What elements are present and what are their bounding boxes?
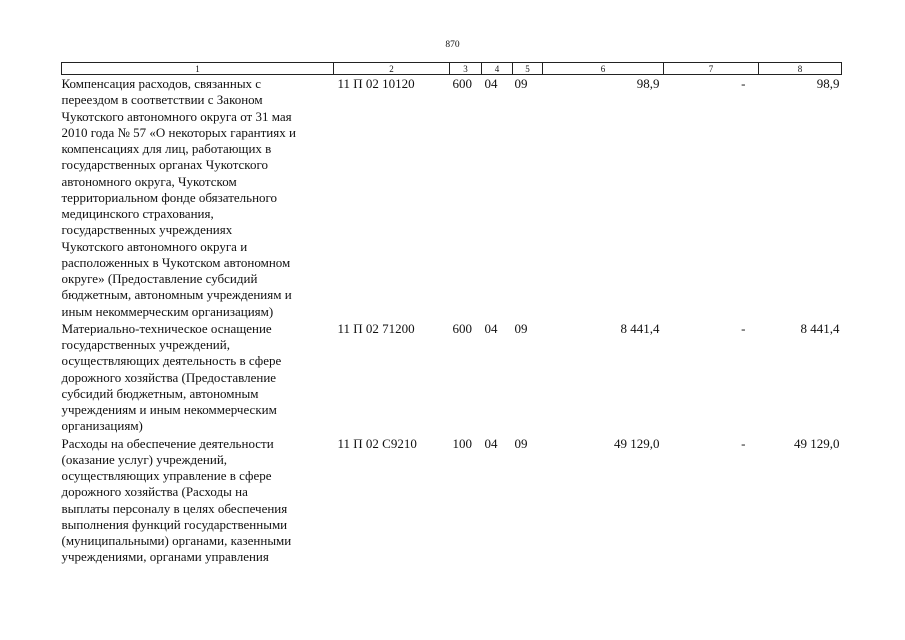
row-col7: - (741, 435, 746, 451)
table-row (62, 75, 842, 320)
row-code: 11 П 02 71200 (337, 320, 415, 336)
row-col6: 98,9 (636, 76, 660, 91)
column-number: 5 (513, 63, 543, 75)
row-description: Материально-техническое оснащение государственных учреждений, осуществляющих деятельность в сфере дорожного хозяйства (Предоставление субсидий бюджетным, автономным учреждениям и иным некоммерческим организациям) (61, 320, 282, 434)
row-col6: 49 129,0 (614, 435, 660, 451)
column-number-header (62, 63, 842, 75)
row-col4: 04 (484, 76, 498, 91)
row-col8: 49 129,0 (794, 435, 840, 451)
row-description: Расходы на обеспечение деятельности (оказание услуг) учреждений, осуществляющих управление в сфере дорожного хозяйства (Расходы на выплаты персоналу в целях обеспечения выполнения функций государственными (муниципальными) органами, казенными учреждениями, органами управления (61, 435, 292, 565)
row-col3: 100 (452, 435, 472, 451)
row-description: Компенсация расходов, связанных с переездом в соответствии с Законом Чукотского автономного округа от 31 мая 2010 года № 57 «О некоторых гарантиях и компенсациях для лиц, работающих в государственных органах Чукотского автономного округа, Чукотском территориальном фонде обязательного медицинского страхования, государственных учреждениях Чукотского автономного округа и расположенных в Чукотском автономном округе» (Предоставление субсидий бюджетным, автономным учреждениям и иным некоммерческим организациям) (61, 76, 296, 319)
row-code: 11 П 02 С9210 (337, 435, 417, 451)
column-number: 7 (664, 63, 759, 75)
row-col4: 04 (484, 435, 498, 451)
column-number: 2 (334, 63, 450, 75)
row-col7: - (741, 320, 746, 336)
row-col5: 09 (514, 435, 528, 451)
table-row (62, 435, 842, 566)
column-number: 1 (62, 63, 334, 75)
table-row (62, 320, 842, 435)
row-col5: 09 (514, 320, 528, 336)
row-col6: 8 441,4 (620, 320, 660, 336)
budget-table (61, 62, 842, 566)
row-col5: 09 (514, 76, 528, 91)
column-number: 3 (450, 63, 482, 75)
row-col4: 04 (484, 320, 498, 336)
column-number: 6 (543, 63, 664, 75)
row-col3: 600 (452, 76, 472, 91)
page-number: 870 (445, 40, 460, 50)
row-col8: 8 441,4 (800, 320, 840, 336)
row-col7: - (741, 76, 746, 91)
row-code: 11 П 02 10120 (337, 76, 415, 91)
column-number: 4 (482, 63, 513, 75)
row-col3: 600 (452, 320, 472, 336)
row-col8: 98,9 (816, 76, 840, 91)
column-number: 8 (759, 63, 842, 75)
